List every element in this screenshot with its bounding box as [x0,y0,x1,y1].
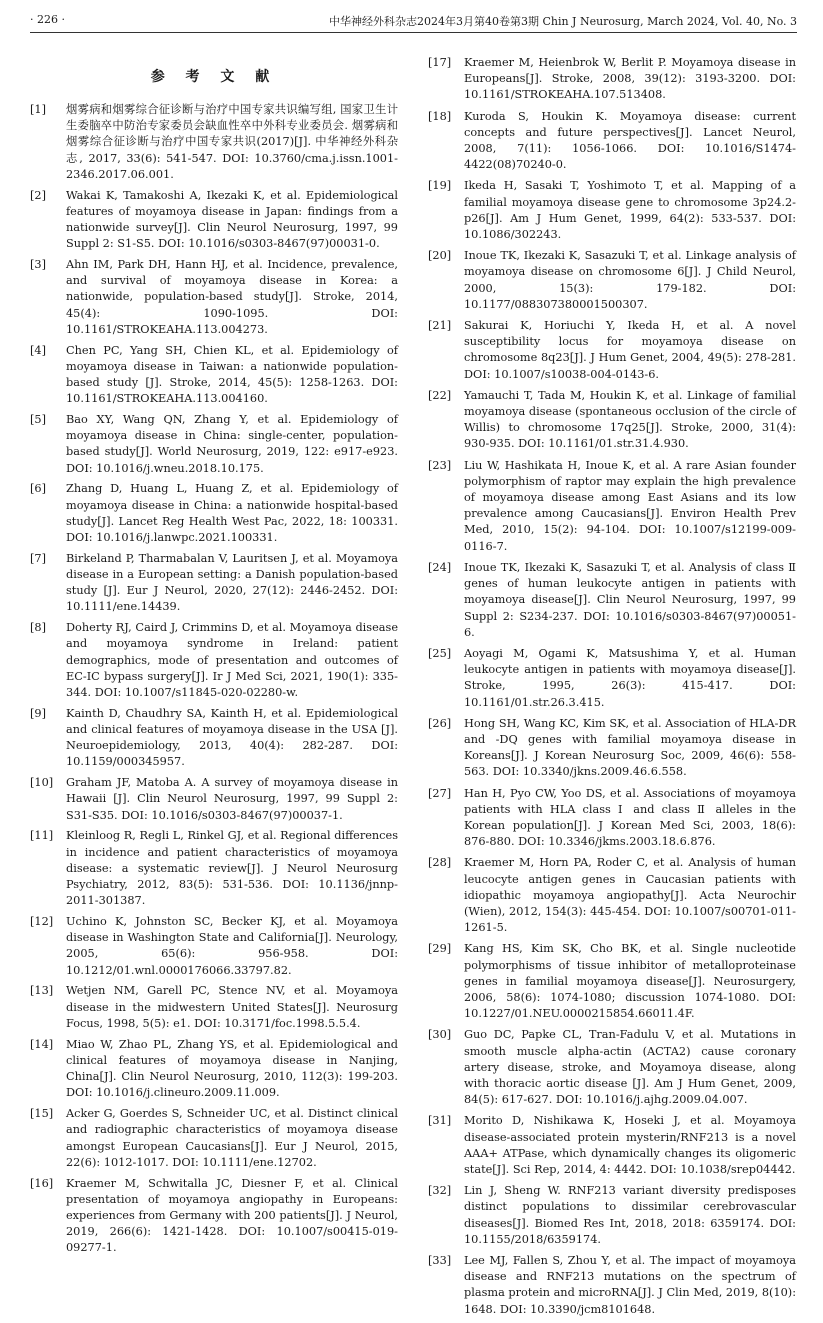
reference-item [428,388,796,453]
reference-item [428,646,796,711]
reference-number: [31] [428,1114,452,1128]
reference-item [428,109,796,174]
reference-text: Kang HS, Kim SK, Cho BK, et al. Single nucleotide polymorphisms of tissue inhibitor of metalloproteinase genes in familial moyamoya disease[J]. Neurosurgery, 2006, 58(6): 1074-1080; discussion 1074-1080. DOI: 10.1227/01.NEU.0000215854.66011.4F. [464,942,796,1021]
reference-text: Doherty RJ, Caird J, Crimmins D, et al. Moyamoya disease and moyamoya syndrome in Ireland: patient demographics, mode of presentation and outcomes of EC-IC bypass surgery[J]. Ir J Med Sci, 2021, 190(1): 335-344. DOI: 10.1007/s11845-020-02280-w. [66,621,398,700]
reference-text: Kraemer M, Schwitalla JC, Diesner F, et al. Clinical presentation of moyamoya angiopathy in Europeans: experiences from Germany with 200 patients[J]. J Neurol, 2019, 266(6): 1421-1428. DOI: 10.1007/s00415-019-09277-1. [66,1176,398,1255]
reference-number: [24] [428,560,452,574]
reference-item [30,551,398,616]
reference-item [428,560,796,641]
reference-item [30,620,398,701]
reference-number: [26] [428,716,452,730]
references-column-left [30,48,398,1261]
reference-item [30,412,398,477]
reference-number: [21] [428,319,452,333]
reference-item [30,828,398,909]
reference-text: Sakurai K, Horiuchi Y, Ikeda H, et al. A novel susceptibility locus for moyamoya disease on chromosome 8q23[J]. J Hum Genet, 2004, 49(5): 278-281. DOI: 10.1007/s10038-004-0143-6. [464,319,796,381]
reference-number: [17] [428,56,452,69]
reference-text: Acker G, Goerdes S, Schneider UC, et al. Distinct clinical and radiographic characteristics of moyamoya disease amongst European Caucasians[J]. Eur J Neurol, 2015, 22(6): 1012-1017. DOI: 10.1111/ene.12702. [66,1107,398,1169]
reference-number: [11] [30,829,54,843]
reference-item [30,914,398,979]
reference-number: [27] [428,786,452,800]
reference-text: Han H, Pyo CW, Yoo DS, et al. Associations of moyamoya patients with HLA class Ⅰ and class Ⅱ alleles in the Korean population[J]. J Korean Med Sci, 2003, 18(6): 876-880. DOI: 10.3346/jkms.2003.18.6.876. [464,786,796,849]
reference-item [428,855,796,936]
reference-number: [5] [30,413,47,427]
reference-item [30,343,398,408]
reference-item [30,102,398,183]
reference-text: Kraemer M, Heienbrok W, Berlit P. Moyamoya disease in Europeans[J]. Stroke, 2008, 39(12): 3193-3200. DOI: 10.1161/STROKEAHA.107.513408. [464,56,796,102]
journal-running-head: 中华神经外科杂志2024年3月第40卷第3期 Chin J Neurosurg, March 2024, Vol. 40, No. 3 [328,15,797,28]
reference-number: [8] [30,621,47,635]
reference-text: Lin J, Sheng W. RNF213 variant diversity predisposes distinct populations to dissimilar cerebrovascular diseases[J]. Biomed Res Int, 2018, 2018: 6359174. DOI: 10.1155/2018/6359174. [464,1184,796,1246]
reference-text: Liu W, Hashikata H, Inoue K, et al. A rare Asian founder polymorphism of raptor may explain the high prevalence of moyamoya disease among East Asians and its low prevalence among Caucasians[J]. Environ Health Prev Med, 2010, 15(2): 94-104. DOI: 10.1007/s12199-009-0116-7. [464,458,796,553]
reference-text: Wakai K, Tamakoshi A, Ikezaki K, et al. Epidemiological features of moyamoya disease in Japan: findings from a nationwide survey[J]. Clin Neurol Neurosurg, 1997, 99 Suppl 2: S1-S5. DOI: 10.1016/s0303-8467(97)00031-0. [66,188,398,251]
reference-text: Wetjen NM, Garell PC, Stence NV, et al. Moyamoya disease in the midwestern United States[J]. Neurosurg Focus, 1998, 5(5): e1. DOI: 10.3171/foc.1998.5.5.4. [66,984,398,1030]
reference-text: Inoue TK, Ikezaki K, Sasazuki T, et al. Analysis of class Ⅱ genes of human leukocyte antigen in patients with moyamoya disease[J]. Clin Neurol Neurosurg, 1997, 99 Suppl 2: S234-237. DOI: 10.1016/s0303-8467(97)00051-6. [464,560,796,639]
reference-item [30,257,398,338]
reference-number: [2] [30,188,47,202]
reference-number: [23] [428,458,452,472]
reference-number: [9] [30,706,47,720]
reference-item [30,983,398,1032]
reference-item [428,1183,796,1248]
reference-text: Kainth D, Chaudhry SA, Kainth H, et al. Epidemiological and clinical features of moyamoya disease in the USA [J]. Neuroepidemiology, 2013, 40(4): 282-287. DOI: 10.1159/000345957. [66,706,398,769]
reference-text: Yamauchi T, Tada M, Houkin K, et al. Linkage of familial moyamoya disease (spontaneous occlusion of the circle of Willis) to chromosome 17q25[J]. Stroke, 2000, 31(4): 930-935. DOI: 10.1161/01.str.31.4.930. [464,388,796,451]
reference-item [30,188,398,253]
page-number: · 226 · [30,13,65,26]
reference-number: [4] [30,343,47,357]
reference-number: [10] [30,776,54,790]
reference-text: Chen PC, Yang SH, Chien KL, et al. Epidemiology of moyamoya disease in Taiwan: a nationwide population-based study [J]. Stroke, 2014, 45(5): 1258-1263. DOI: 10.1161/STROKEAHA.113.004160. [66,343,398,406]
reference-text: Miao W, Zhao PL, Zhang YS, et al. Epidemiological and clinical features of moyamoya disease in Nanjing, China[J]. Clin Neurol Neurosurg, 2010, 112(3): 199-203. DOI: 10.1016/j.clineuro.2009.11.009. [66,1037,398,1100]
reference-number: [3] [30,258,47,272]
reference-text: Kuroda S, Houkin K. Moyamoya disease: current concepts and future perspectives[J]. Lancet Neurol, 2008, 7(11): 1056-1066. DOI: 10.1016/S1474-4422(08)70240-0. [464,109,796,172]
reference-text: Aoyagi M, Ogami K, Matsushima Y, et al. Human leukocyte antigen in patients with moyamoya disease[J]. Stroke, 1995, 26(3): 415-417. DOI: 10.1161/01.str.26.3.415. [464,646,796,709]
reference-item [30,775,398,824]
reference-number: [22] [428,388,452,402]
reference-text: Ahn IM, Park DH, Hann HJ, et al. Incidence, prevalence, and survival of moyamoya disease in Korea: a nationwide, population-based study[J]. Stroke, 2014, 45(4): 1090-1095. DOI: 10.1161/STROKEAHA.113.004273. [66,258,398,336]
reference-text: Ikeda H, Sasaki T, Yoshimoto T, et al. Mapping of a familial moyamoya disease gene to chromosome 3p24.2-p26[J]. Am J Hum Genet, 1999, 64(2): 533-537. DOI: 10.1086/302243. [464,179,796,242]
reference-text: Kleinloog R, Regli L, Rinkel GJ, et al. Regional differences in incidence and patient characteristics of moyamoya disease: a systematic review[J]. J Neurol Neurosurg Psychiatry, 2012, 83(5): 531-536. DOI: 10.1136/jnnp-2011-301387. [66,829,398,908]
reference-number: [33] [428,1254,452,1268]
reference-item [30,481,398,546]
reference-number: [12] [30,915,54,929]
reference-text: Graham JF, Matoba A. A survey of moyamoya disease in Hawaii [J]. Clin Neurol Neurosurg, 1997, 99 Suppl 2: S31-S35. DOI: 10.1016/s0303-8467(97)00037-1. [66,776,398,822]
reference-number: [7] [30,551,47,565]
reference-item [428,458,796,555]
page-header [30,10,797,33]
reference-number: [25] [428,646,452,660]
reference-number: [32] [428,1184,452,1198]
reference-number: [6] [30,482,47,496]
reference-item [428,248,796,313]
references-column-right [428,55,796,1323]
reference-number: [15] [30,1107,54,1121]
reference-item [30,1106,398,1171]
reference-text: Hong SH, Wang KC, Kim SK, et al. Association of HLA-DR and -DQ genes with familial moyamoya disease in Koreans[J]. J Korean Neurosurg Soc, 2009, 46(6): 558-563. DOI: 10.3340/jkns.2009.46.6.558. [464,716,796,779]
reference-item [428,716,796,781]
reference-text: Kraemer M, Horn PA, Roder C, et al. Analysis of human leucocyte antigen genes in Caucasian patients with idiopathic moyamoya angiopathy[J]. Acta Neurochir (Wien), 2012, 154(3): 445-454. DOI: 10.1007/s00701-011-1261-5. [464,856,796,935]
reference-text: Uchino K, Johnston SC, Becker KJ, et al. Moyamoya disease in Washington State and California[J]. Neurology, 2005, 65(6): 956-958. DOI: 10.1212/01.wnl.0000176066.33797.82. [66,915,398,977]
reference-number: [28] [428,856,452,870]
reference-item [428,941,796,1022]
reference-item [428,786,796,851]
reference-number: [13] [30,984,54,998]
reference-item [428,1253,796,1318]
reference-number: [19] [428,179,452,193]
reference-number: [16] [30,1176,54,1190]
reference-text: 烟雾病和烟雾综合征诊断与治疗中国专家共识编写组, 国家卫生计生委脑卒中防治专家委员会缺血性卒中外科专业委员会. 烟雾病和烟雾综合征诊断与治疗中国专家共识(2017)[J]. 中华神经外科杂志, 2017, 33(6): 541-547. DOI: 10.3760/cma.j.issn.1001-2346.2017.06.001. [66,103,398,181]
reference-number: [14] [30,1037,54,1051]
references-heading: 参 考 文 献 [150,69,278,85]
reference-text: Guo DC, Papke CL, Tran-Fadulu V, et al. Mutations in smooth muscle alpha-actin (ACTA2) cause coronary artery disease, stroke, and Moyamoya disease, along with thoracic aortic disease [J]. Am J Hum Genet, 2009, 84(5): 617-627. DOI: 10.1016/j.ajhg.2009.04.007. [464,1028,796,1107]
reference-number: [1] [30,103,47,116]
reference-text: Inoue TK, Ikezaki K, Sasazuki T, et al. Linkage analysis of moyamoya disease on chromosome 6[J]. J Child Neurol, 2000, 15(3): 179-182. DOI: 10.1177/088307380001500307. [464,249,796,311]
reference-text: Lee MJ, Fallen S, Zhou Y, et al. The impact of moyamoya disease and RNF213 mutations on the spectrum of plasma protein and microRNA[J]. J Clin Med, 2019, 8(10): 1648. DOI: 10.3390/jcm8101648. [464,1254,796,1316]
reference-text: Bao XY, Wang QN, Zhang Y, et al. Epidemiology of moyamoya disease in China: single-center, population-based study[J]. World Neurosurg, 2019, 122: e917-e923. DOI: 10.1016/j.wneu.2018.10.175. [66,413,398,475]
reference-text: Birkeland P, Tharmabalan V, Lauritsen J, et al. Moyamoya disease in a European setting: a Danish population-based study [J]. Eur J Neurol, 2020, 27(12): 2446-2452. DOI: 10.1111/ene.14439. [66,551,398,614]
reference-item [428,1027,796,1108]
reference-number: [20] [428,249,452,263]
reference-number: [18] [428,109,452,123]
reference-item [428,55,796,104]
reference-item [30,1176,398,1257]
reference-text: Zhang D, Huang L, Huang Z, et al. Epidemiology of moyamoya disease in China: a nationwide hospital-based study[J]. Lancet Reg Health West Pac, 2022, 18: 100331. DOI: 10.1016/j.lanwpc.2021.100331. [66,482,398,545]
reference-number: [29] [428,942,452,956]
reference-item [428,318,796,383]
reference-number: [30] [428,1028,452,1042]
reference-item [30,1037,398,1102]
reference-text: Morito D, Nishikawa K, Hoseki J, et al. Moyamoya disease-associated protein mysterin/RNF213 is a novel AAA+ ATPase, which dynamically changes its oligomeric state[J]. Sci Rep, 2014, 4: 4442. DOI: 10.1038/srep04442. [464,1114,796,1176]
reference-item [428,178,796,243]
reference-item [30,706,398,771]
reference-item [428,1113,796,1178]
